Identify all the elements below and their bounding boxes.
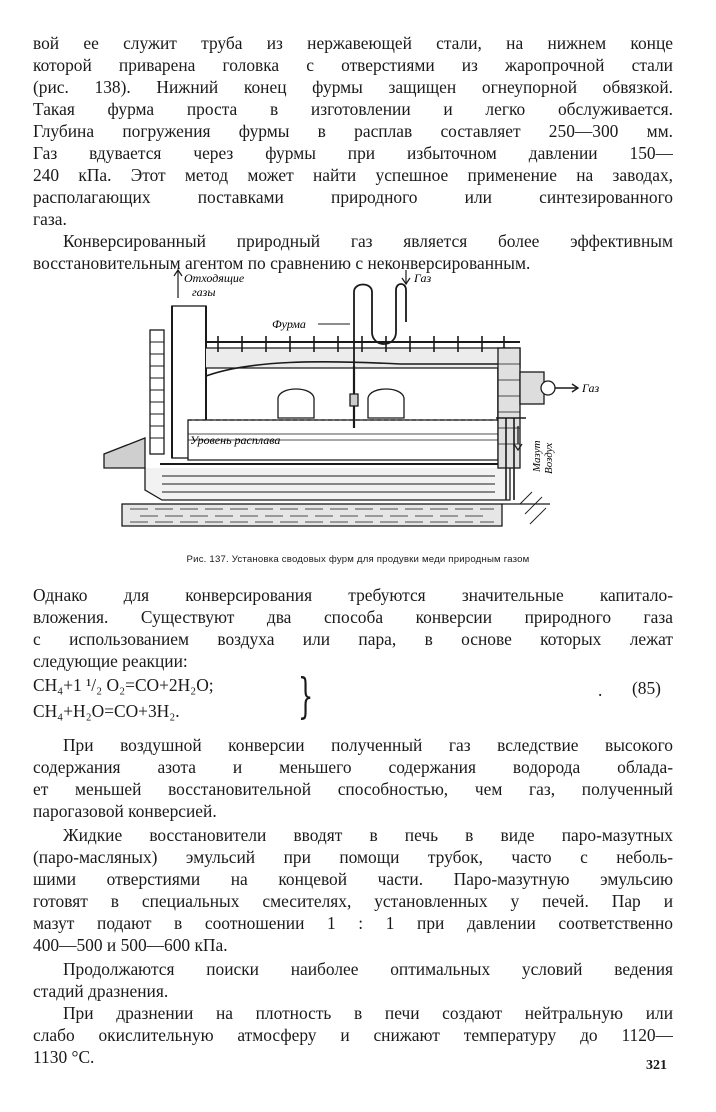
text-line: слабо окислительную атмосферу и снижают температуру до 1120— (33, 1025, 673, 1045)
equation-line-2: CH₄+H₂O=CO+3H₂. (33, 701, 180, 721)
text-line: При дразнении на плотность в печи создают нейтральную или (63, 1003, 673, 1023)
label-exhaust-gases-2: газы (192, 285, 216, 299)
label-melt-level: Уровень расплава (190, 433, 281, 447)
label-tuyere: Фурма (272, 317, 306, 331)
text-line: вложения. Существуют два способа конверсии природного газа (33, 607, 673, 627)
label-air: Воздух (543, 442, 555, 474)
text-line: (рис. 138). Нижний конец фурмы защищен огнеупорной обвязкой. (33, 77, 673, 97)
text-line: восстановительным агентом по сравнению с неконверсированным. (33, 253, 531, 273)
text-line: парогазовой конверсией. (33, 801, 217, 821)
text-line: При воздушной конверсии полученный газ вследствие высокого (63, 735, 673, 755)
text-line: ет меньшей восстановительной способностью, чем газ, полученный (33, 779, 673, 799)
label-gas-right: Газ (582, 381, 600, 395)
paragraph-5 (33, 824, 673, 956)
text-line: Такая фурма проста в изготовлении и легко обслуживается. (33, 99, 673, 119)
text-line: шими отверстиями на концевой части. Паро-мазутную эмульсию (33, 869, 673, 889)
furnace-diagram (100, 268, 620, 546)
text-line: Газ вдувается через фурмы при избыточном давлении 150— (33, 143, 673, 163)
text-line: 1130 °C. (33, 1047, 95, 1067)
label-exhaust-gases: Отходящие (184, 271, 245, 285)
text-line: Конверсированный природный газ является более эффективным (63, 231, 673, 251)
end-wall (498, 348, 520, 468)
paragraph-4 (33, 734, 673, 822)
text-line: (паро-масляных) эмульсий при помощи трубок, часто с неболь- (33, 847, 673, 867)
text-line: 400—500 и 500—600 кПа. (33, 935, 228, 955)
text-line: располагающих поставками природного или синтезированного (33, 187, 673, 207)
figure-caption: Рис. 137. Установка сводовых фурм для продувки меди природным газом (186, 554, 530, 565)
text-line: с использованием воздуха или пара, в основе которых лежат (33, 629, 673, 649)
label-gas-top: Газ (414, 271, 432, 285)
text-line: мазут подают в соотношении 1 : 1 при давлении соответственно (33, 913, 673, 933)
text-line: стадий дразнения. (33, 981, 169, 1001)
paragraph-7 (33, 1002, 673, 1068)
text-line: содержания азота и меньшего содержания водорода облада- (33, 757, 673, 777)
equation-dot: . (598, 680, 603, 700)
roof-arch (368, 389, 404, 418)
paragraph-6 (33, 958, 673, 1002)
text-line: которой приварена головка с отверстиями из жаропрочной стали (33, 55, 673, 75)
text-line: Продолжаются поиски наиболее оптимальных условий ведения (63, 959, 673, 979)
equation-brace: } (298, 668, 314, 724)
text-line: 240 кПа. Этот метод может найти успешное применение на заводах, (33, 165, 673, 185)
text-line: готовят в специальных смесителях, установленных у печей. Пар и (33, 891, 673, 911)
foundation-block (122, 504, 502, 526)
paragraph-3 (33, 584, 673, 672)
equation-number: (85) (632, 678, 661, 698)
equation-line-1: CH₄+1 ¹/₂ O₂=CO+2H₂O; (33, 675, 214, 695)
outlet-spout (104, 438, 145, 468)
paragraph-1 (33, 32, 673, 230)
text-line: следующие реакции: (33, 651, 188, 671)
text-line: вой ее служит труба из нержавеющей стали, на нижнем конце (33, 33, 673, 53)
text-line: Глубина погружения фурмы в расплав составляет 250—300 мм. (33, 121, 673, 141)
roof-arch (278, 389, 314, 418)
text-line: Жидкие восстановители вводят в печь в виде паро-мазутных (63, 825, 673, 845)
text-line: Однако для конверсирования требуются значительные капитало- (33, 585, 673, 605)
page-number: 321 (646, 1058, 667, 1073)
text-line: газа. (33, 209, 67, 229)
label-mazut: Мазут (531, 440, 543, 472)
